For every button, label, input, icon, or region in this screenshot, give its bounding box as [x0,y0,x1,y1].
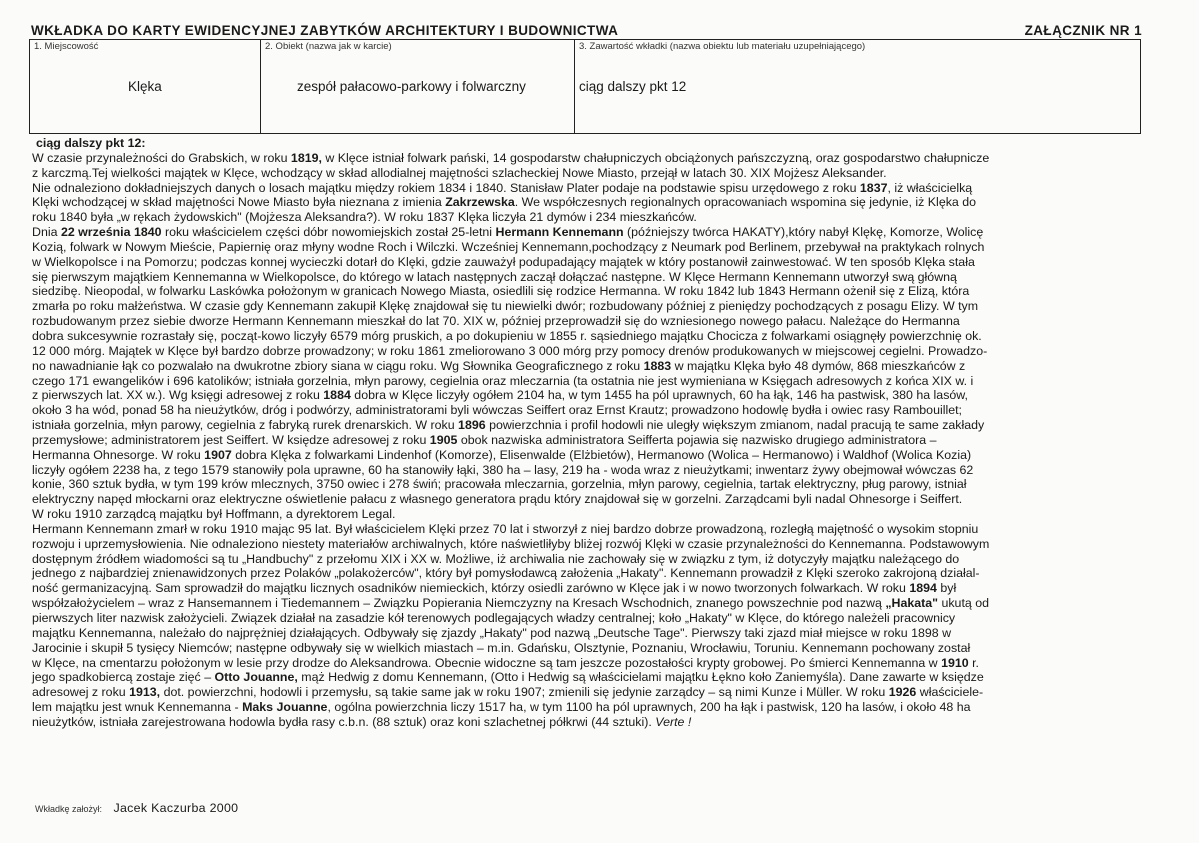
text-segment: lem majątku jest wnuk Kennemanna - [32,700,243,715]
bold-text: Zakrzewska [445,195,515,210]
text-segment: (późniejszy twórca HAKATY),który nabył Klękę, Komorze, Wolicę [623,225,984,240]
text-line [32,314,1147,329]
text-line [32,492,1147,507]
bold-text: 1894 [909,581,937,596]
content-cell [574,40,1140,133]
text-line [32,522,1147,537]
text-line [32,537,1147,552]
bold-text: 1896 [458,418,486,433]
text-segment: Nie odnaleziono dokładniejszych danych o losach majątku między rokiem 1834 i 1840. Stanisław Plater podaje na podstawie spisu urzędowego z roku [32,180,860,195]
text-line [32,210,1147,225]
text-segment: w majątku Klęka było 48 dymów, 868 mieszkańców z [671,358,966,373]
text-line [32,463,1147,478]
document-title: WKŁADKA DO KARTY EWIDENCYJNEJ ZABYTKÓW ARCHITEKTURY I BUDOWNICTWA [31,23,619,38]
bold-text: 1884 [323,388,351,403]
text-segment: . We współczesnych regionalnych opracowaniach wspomina się jedynie, iż Klęka do [514,195,977,210]
text-segment: dobra Klęka z folwarkami Lindenhof (Komorze), Elisenwalde (Elżbietów), Hermanowo (Wolica – Hermanowo) i Waldhof (Wolica Kozia) [231,447,972,462]
text-segment: pierwszych liter nazwisk założycieli. Związek działał na zasadzie kół terenowych podlegających władzy centralnej; koło „Hakaty" w Klęce, do którego należeli pracownicy [32,611,956,625]
text-line [32,596,1147,611]
bold-text: 1837 [859,180,888,195]
text-segment: ność germanizacyjną. Sam sprowadził do majątku licznych osadników niemieckich, którzy osiedli zarówno w Klęce jak i w nowo tworzonych folwarkach. W roku [32,581,910,596]
text-segment: rozbudowanym przez siebie dworze Hermann Kennemann mieszkał do lat 70. XIX w, później przeprowadził się do wzniesionego nowego pałacu. Należące do Hermanna [32,314,960,329]
text-segment: dot. powierzchni, hodowli i przemysłu, są takie same jak w roku 1907; zmienili się jedynie zarządcy – są nimi Kunze i Müller. W roku [160,685,889,700]
text-line [32,374,1147,389]
object-label: 2. Obiekt (nazwa jak w karcie) [265,41,392,52]
text-segment: dobra sukcesywnie rozrastały się, począt-kowo liczyły 6579 mórg pruskich, a po dokupieniu w 1855 r. sąsiedniego majątku Chocicza z folwarkami osiągnęły powierzchnię ok. [32,328,982,343]
bold-text: 1926 [888,685,917,700]
text-line [32,240,1147,255]
text-segment: nieużytków, istniała zarejestrowana hodowla bydła rasy c.b.n. (88 sztuk) oraz koni szlachetnej półkrwi (44 sztuki). [32,714,656,729]
text-line [32,388,1147,403]
text-line [32,700,1147,715]
text-segment: Hermanna Ohnesorge. W roku [32,447,205,462]
bold-text: „Hakata" [885,596,939,611]
text-segment: dobra w Klęce liczyły ogółem 2104 ha, w tym 1455 ha pól uprawnych, 60 ha łąk, 146 ha pastwisk, 380 ha lasów, [350,388,968,403]
text-line [32,299,1147,314]
text-segment: obok nazwiska administratora Seifferta pojawia się nazwisko drugiego administratora – [457,432,937,447]
text-segment: Dnia [32,225,61,240]
text-segment: , ogólna powierzchnia liczy 1517 ha, w tym 1100 ha pól uprawnych, 200 ha łąk i pastwisk, 120 ha lasów, i około 48 ha [327,700,971,715]
text-segment: Klęki wchodzącej w skład majętności Nowe Miasto była nieznana z imienia [32,195,446,210]
text-segment: był [936,581,957,596]
text-segment: Hermann Kennemann zmarł w roku 1910 mając 95 lat. Był właścicielem Klęki przez 70 lat i stworzył z niej bardzo dobrze prowadzoną, rozległą majętność o wysokim stopniu [32,521,979,536]
prepared-by-label: Wkładkę założył: [35,804,103,814]
text-line [32,225,1147,240]
text-line [32,344,1147,359]
text-line [32,670,1147,685]
object-cell [260,40,574,133]
text-segment: w Klęce istniał folwark pański, 14 gospodarstw chałupniczych obciążonych pańszczyzną, oraz gospodarstwo chałupnicze [321,150,990,165]
text-line [32,433,1147,448]
bold-text: 1819, [290,150,322,165]
text-line [32,255,1147,270]
text-line [32,552,1147,567]
text-line [32,566,1147,581]
text-segment: W czasie przynależności do Grabskich, w roku [32,150,291,165]
text-segment: się pierwszym majątkiem Kennemanna w Wielkopolsce, do którego w latach następnych zaczął dołączać następne. W Klęce Hermann Kennemann utworzył swą główną [32,269,957,284]
text-line [32,507,1147,522]
locality-label: 1. Miejscowość [34,41,99,52]
text-segment: jego spadkobiercą zostaje zięć – [32,670,215,685]
locality-cell [30,40,260,133]
text-segment: no nawadnianie łąk co pozwalało na dwukrotne zbiory siana w ciągu roku. Wg Słownika Geograficznego z roku [32,358,644,373]
text-segment: r. [968,655,979,670]
text-segment: jednego z najbardziej znienawidzonych przez Polaków „polakożerców", który był pomysłodawcą założenia „Hakaty". Kennemann prowadził z Klęki szeroko zakrojoną działal- [32,566,980,581]
text-segment: z pierwszych lat. XX w.). Wg księgi adresowej z roku [32,388,324,403]
locality-value: Klęka [128,79,162,94]
text-line [32,181,1147,196]
text-segment: istniała gorzelnia, młyn parowy, cegielnia z fabryką rurek drenarskich. W roku [32,418,459,433]
text-line [32,448,1147,463]
text-line [32,581,1147,596]
text-segment: przemysłowe; administratorem jest Seiffert. W księdze adresowej z roku [32,432,430,447]
text-line [32,359,1147,374]
text-line [32,284,1147,299]
text-segment: ukutą od [938,596,990,611]
bold-text: Maks Jouanne [242,700,328,715]
text-segment: mąż Hedwig z domu Kennemann, (Otto i Hedwig są właścicielami majątku Łękno koło Zaniemyśla). Dane zawarte w księdze [297,670,984,685]
annex-number: ZAŁĄCZNIK NR 1 [1024,23,1142,38]
text-line [32,329,1147,344]
text-line [32,626,1147,641]
text-segment: , iż właścicielką [887,180,973,195]
text-segment: majątku Kennemanna, należało do najprężniej działających. Odbywały się zjazdy „Hakaty" pod nazwą „Deutsche Tage". Pierwszy taki zjazd miał miejsce w roku 1898 w [32,625,952,640]
signature-line [35,801,238,815]
text-line [32,641,1147,656]
text-line [32,685,1147,700]
bold-text: 1907 [204,447,232,462]
section-heading [32,136,1147,151]
bold-text: 1883 [643,358,672,373]
text-line [32,270,1147,285]
object-value: zespół pałacowo-parkowy i folwarczny [297,79,526,94]
bold-text: 1905 [429,432,458,447]
text-line [32,418,1147,433]
text-line [32,403,1147,418]
bold-text: 1910 [941,655,969,670]
text-segment: około 3 ha wód, ponad 58 ha nieużytków, dróg i podwórzy, administratorami byli wówczas Seiffert oraz Ernst Krautz; prowadzono hodowlę bydła i owiec rasy Rambouillet; [32,403,962,418]
text-segment: dostępnym źródłem wiadomości są tu „Handbuchy" z przełomu XIX i XX w. Możliwe, iż archiwalia nie zachowały się w związku z tym, iż dotyczyły majątku należącego do [32,551,960,566]
italic-text: Verte ! [655,714,692,729]
text-segment: czego 171 ewangelików i 696 katolików; istniała gorzelnia, młyn parowy, cegielnia oraz mleczarnia (ta ostatnia nie jest wymieniana w Księgach adresowych z końca XIX w. i [32,373,974,388]
text-line [32,715,1147,730]
bold-text: ciąg dalszy pkt 12: [36,136,146,150]
text-segment: Jarocinie i skupił 5 tysięcy Niemców; następne odbywały się w wielkich miastach – m.in. Gdańsku, Olsztynie, Poznaniu, Wrocławiu, Toruniu. Kennemann pochowany został [32,640,971,655]
text-line [32,477,1147,492]
text-segment: roku 1840 była „w rękach żydowskich" (Mojżesza Aleksandra?). W roku 1837 Klęka liczyła 21 dymów i 234 mieszkańców. [32,210,697,225]
text-segment: właściciele- [916,685,984,700]
bold-text: 22 września 1840 [60,225,162,240]
text-segment: w Wielkopolsce i na Pomorzu; podczas konnej wycieczki dotarł do Klęki, gdzie zauważył podupadający majątek w który postanowił zainwestować. W ten sposób Klęka stała [32,254,975,269]
text-segment: liczyły ogółem 2238 ha, z tego 1579 stanowiły pola uprawne, 60 ha stanowiły łąki, 380 ha – lasy, 219 ha - woda wraz z nieużytkami; inwentarz żywy obejmował wówczas 62 [32,462,974,477]
text-segment: Kozią, folwark w Nowym Mieście, Papiernię oraz młyny wodne Roch i Wilczki. Wcześniej Kennemann,pochodzący z Neumark pod Berlinem, przebywał na praktykach rolnych [32,239,985,254]
text-line [32,195,1147,210]
text-segment: z karczmą.Tej wielkości majątek w Klęce, wchodzący w skład allodialnej majętności szlacheckiej Nowe Miasto, przejął w latach 30. XIX Mojżesz Aleksander. [32,165,887,180]
text-segment: w Klęce, na cmentarzu położonym w lesie przy drodze do Aleksandrowa. Obecnie widoczne są tam jeszcze pozostałości krypty grobowej. Po śmierci Kennemanna w [32,655,942,670]
prepared-by-name: Jacek Kaczurba 2000 [113,801,239,815]
text-segment: współzałożycielem – wraz z Hansemannem i Tiedemannem – Związku Popierania Niemczyzny na Kresach Wschodnich, znanego powszechnie pod nazwą [32,596,886,611]
text-segment: zmarła po roku małżeństwa. W czasie gdy Kennemann zakupił Klękę znajdował się tu niewielki dwór; rozbudowany później z pieniędzy pochodzących z posagu Elizy. W tym [32,299,979,314]
text-segment: 12 000 mórg. Majątek w Klęce był bardzo dobrze prowadzony; w roku 1861 zmeliorowano 3 000 mórg przy pomocy drenów produkowanych w miejscowej cegielni. Prowadzo- [32,343,988,358]
content-label: 3. Zawartość wkładki (nazwa obiektu lub materiału uzupełniającego) [579,41,866,52]
text-line [32,166,1147,181]
text-line [32,151,1147,166]
text-segment: rozwoju i uprzemysłowienia. Nie odnaleziono niestety materiałów archiwalnych, które naświetliłyby bliżej rozwój Klęki w czasie przynależności do Kennemanna. Podstawowym [32,536,990,551]
bold-text: Hermann Kennemann [495,225,624,240]
text-segment: konie, 360 sztuk bydła, w tym 199 krów mlecznych, 3750 owiec i 278 świń; pracowała mleczarnia, gorzelnia, młyn parowy, cegielnia, tartak elektryczny, pług parowy, istniał [32,477,967,492]
text-segment: W roku 1910 zarządcą majątku był Hoffmann, a dyrektorem Legal. [32,507,396,522]
text-segment: powierzchnia i profil hodowli nie uległy większym zmianom, nadal pracują te same zakłady [485,418,985,433]
bold-text: 1913, [129,685,161,700]
text-segment: roku właścicielem części dóbr nowomiejskich został 25-letni [161,225,496,240]
text-segment: siedzibę. Nieopodal, w folwarku Laskówka położonym w granicach Nowego Miasta, osiedlili się rodzice Hermanna. W roku 1842 lub 1843 Hermann ożenił się z Elizą, która [32,284,970,299]
content-value: ciąg dalszy pkt 12 [579,79,687,94]
text-line [32,656,1147,671]
text-segment: adresowej z roku [32,685,130,700]
form-fields-table [29,39,1141,134]
body-text [32,136,1147,730]
text-segment: elektryczny napęd młockarni oraz elektryczne oświetlenie pałacu z własnego generatora prądu który znajdował się w gorzelni. Zarządcami byli nadal Ohnesorge i Seiffert. [32,492,963,507]
text-line [32,611,1147,626]
bold-text: Otto Jouanne, [214,670,298,685]
